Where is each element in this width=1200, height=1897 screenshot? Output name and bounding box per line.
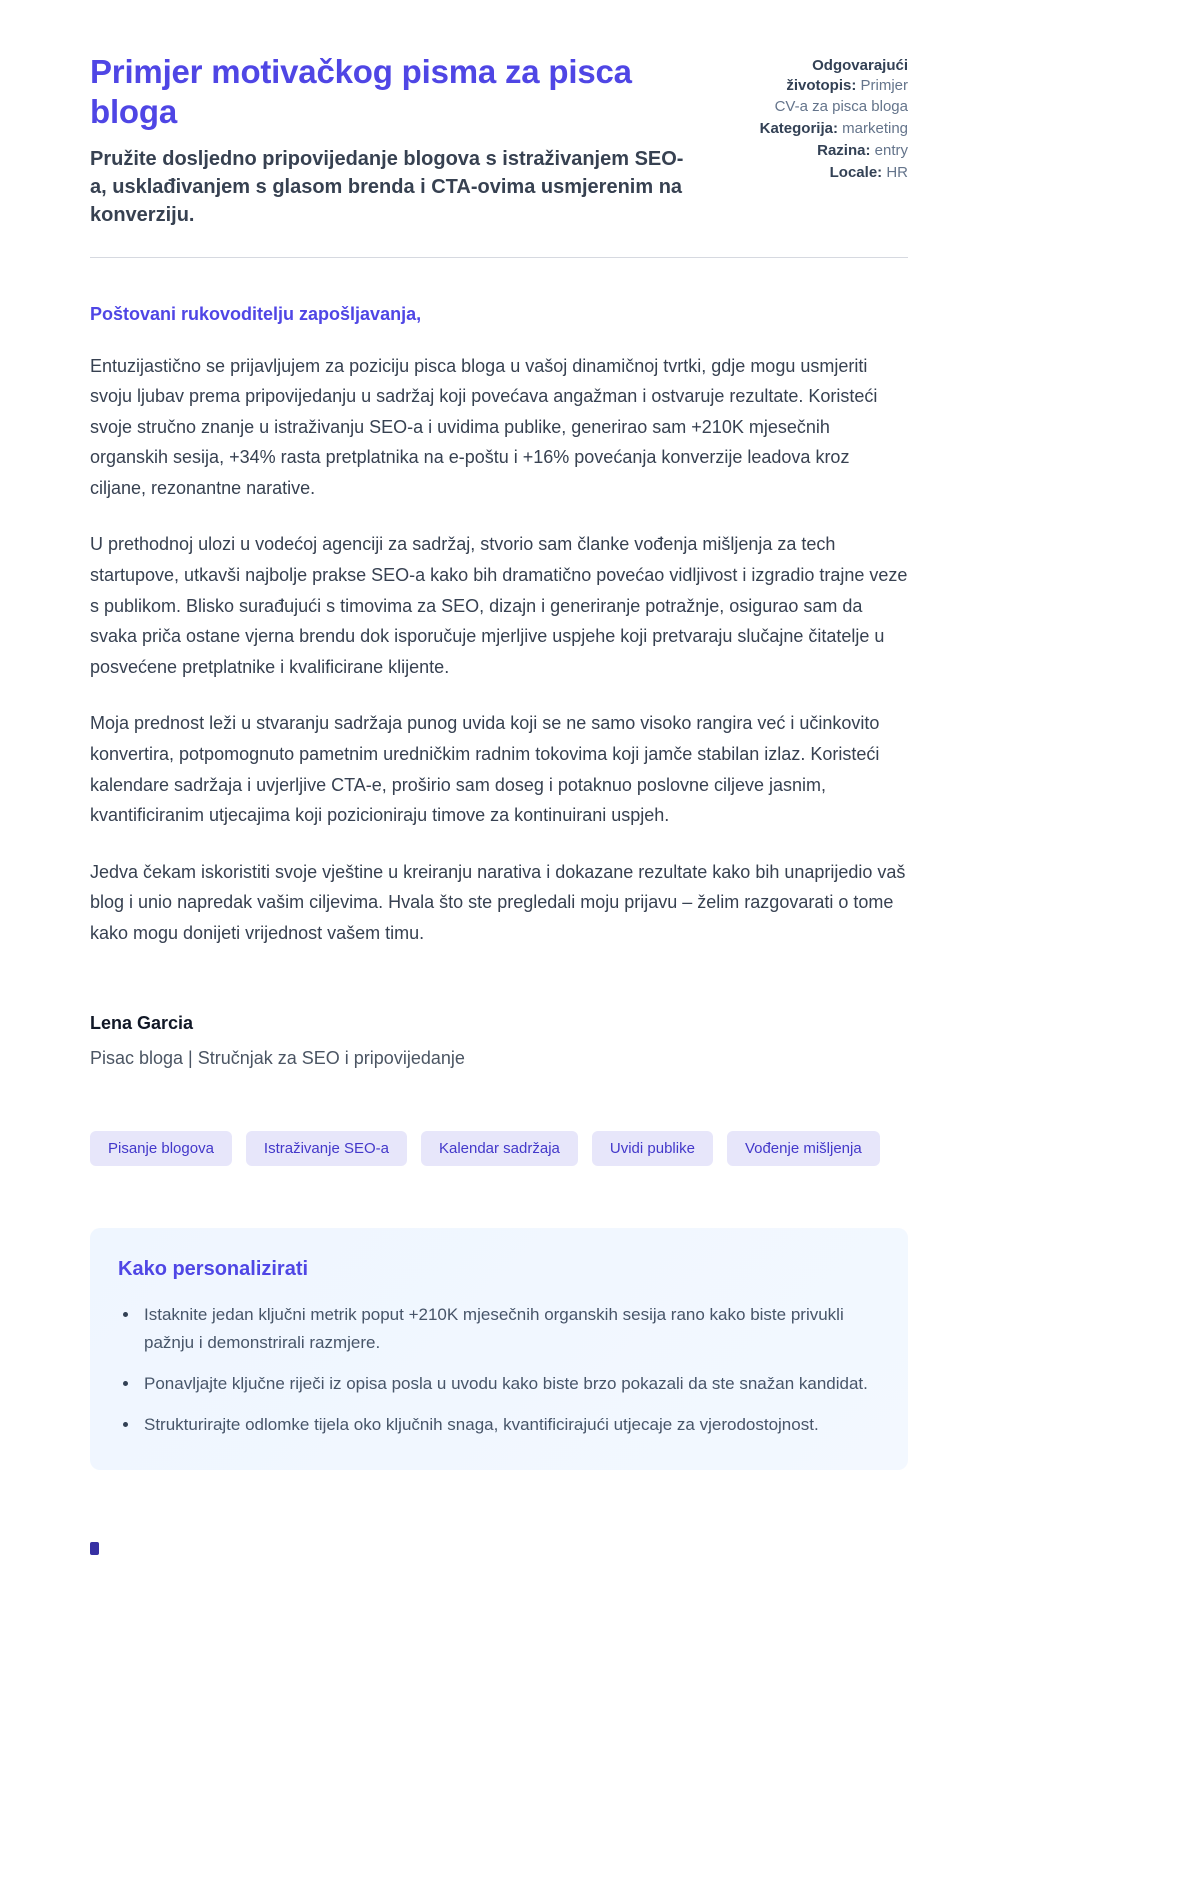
next-section-partial — [90, 1542, 99, 1555]
page-header — [90, 52, 908, 229]
meta-row — [758, 141, 908, 161]
personalization-tips-box — [90, 1228, 908, 1471]
page-container — [90, 0, 908, 1555]
meta-value: HR — [886, 164, 908, 182]
tag-chip: Kalendar sadržaja — [421, 1131, 578, 1166]
meta-label: Locale: — [829, 164, 883, 182]
tag-chip: Vođenje mišljenja — [727, 1131, 880, 1166]
meta-label: Kategorija: — [759, 119, 838, 137]
tip-text: Strukturirajte odlomke tijela oko ključnih snaga, kvantificirajući utjecaje za vjerodostojnost. — [144, 1415, 819, 1435]
letter-paragraph: U prethodnoj ulozi u vodećoj agenciji za sadržaj, stvorio sam članke vođenja mišljenja za tech startupove, utkavši najbolje prakse SEO-a kako bih dramatično povećao vidljivost i izgradio trajne veze s publikom. Blisko surađujući s timovima za SEO, dizajn i generiranje potražnje, osigurao sam da svaka priča ostane vjerna brendu dok isporučuje mjerljive uspjehe koji pretvaraju slučajne čitatelje u posvećene pretplatnike i kvalificirane klijente. — [90, 534, 908, 677]
letter-paragraph: Moja prednost leži u stvaranju sadržaja punog uvida koji se ne samo visoko rangira već i učinkovito konvertira, potpomognuto pametnim uredničkim radnim tokovima koji jamče stabilan izlaz. Koristeći kalendare sadržaja i uvjerljive CTA-e, proširio sam doseg i potaknuo poslovne ciljeve jasnim, kvantificiranim utjecajima koji pozicioniraju timove za kontinuirani uspjeh. — [90, 713, 880, 826]
meta-label: Odgovarajući životopis: — [786, 57, 908, 95]
tips-title: Kako personalizirati — [118, 1257, 309, 1280]
meta-row — [758, 119, 908, 139]
header-title-block — [90, 52, 690, 229]
signature-name: Lena Garcia — [90, 1012, 194, 1033]
header-divider — [90, 257, 908, 258]
tag-chip: Uvidi publike — [592, 1131, 713, 1166]
page-subtitle: Pružite dosljedno pripovijedanje blogova s istraživanjem SEO-a, usklađivanjem s glasom brenda i CTA-ovima usmjerenim na konverziju. — [90, 147, 684, 226]
tag-chip: Istraživanje SEO-a — [246, 1131, 407, 1166]
signature-role: Pisac bloga | Stručnjak za SEO i pripovijedanje — [90, 1047, 465, 1068]
tag-chip: Pisanje blogova — [90, 1131, 232, 1166]
meta-label: Razina: — [817, 142, 871, 159]
tip-item — [140, 1411, 880, 1440]
letter-paragraph: Jedva čekam iskoristiti svoje vještine u kreiranju narativa i dokazane rezultate kako bih unaprijedio vaš blog i unio napredak vašim ciljevima. Hvala što ste pregledali moju prijavu – želim razgovarati o tome kako mogu donijeti vrijednost vašem timu. — [90, 861, 906, 943]
meta-row — [758, 56, 908, 117]
page-title: Primjer motivačkog pisma za pisca bloga — [90, 53, 632, 131]
meta-value: entry — [874, 142, 908, 159]
tag-list — [90, 1131, 908, 1166]
letter-greeting: Poštovani rukovoditelju zapošljavanja, — [90, 303, 422, 324]
tip-item — [140, 1370, 880, 1399]
resume-meta — [758, 52, 908, 186]
tip-text: Istaknite jedan ključni metrik poput +210K mjesečnih organskih sesija rano kako biste privukli pažnju i demonstrirali razmjere. — [144, 1304, 844, 1353]
meta-value: Primjer CV-a za pisca bloga — [774, 77, 908, 115]
meta-value: marketing — [842, 119, 908, 137]
meta-row — [758, 163, 908, 183]
letter-paragraph: Entuzijastično se prijavljujem za poziciju pisca bloga u vašoj dinamičnoj tvrtki, gdje mogu usmjeriti svoju ljubav prema pripovijedanju u sadržaj koji povećava angažman i ostvaruje rezultate. Koristeći svoje stručno znanje u istraživanju SEO-a i uvidima publike, generirao sam +210K mjesečnih organskih sesija, +34% rasta pretplatnika na e-poštu i +16% povećanja konverzije leadova kroz ciljane, rezonantne narative. — [90, 355, 878, 498]
tips-list — [118, 1301, 880, 1441]
tip-text: Ponavljajte ključne riječi iz opisa posla u uvodu kako biste brzo pokazali da ste snažan kandidat. — [144, 1374, 868, 1394]
tip-item — [140, 1301, 880, 1359]
